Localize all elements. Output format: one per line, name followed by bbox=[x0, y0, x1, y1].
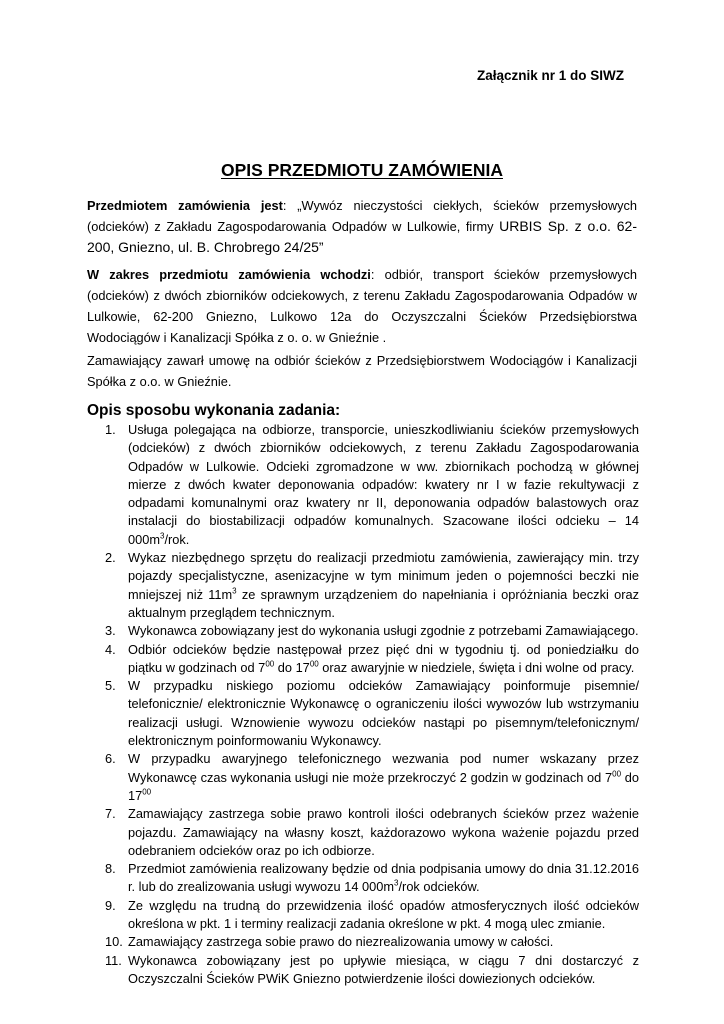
contract-note: Zamawiający zawarł umowę na odbiór ścieków z Przedsiębiorstwem Wodociągów i Kanalizacji Spółka z o.o. w Gnieźnie. bbox=[87, 353, 637, 389]
list-item bbox=[87, 952, 639, 989]
item-text: do 17 bbox=[128, 769, 639, 803]
item-text: W przypadku niskiego poziomu odcieków Zamawiający poinformuje pisemnie/ telefonicznie/ elektronicznie Wykonawcę o ograniczeniu ilości wywozów lub wstrzymaniu realizacji usługi. Wznowienie wywozu odcieków nastąpi po pisemnym/telefonicznym/ elektronicznym poinformowaniu Wykonawcy. bbox=[128, 678, 639, 749]
item-text: Wykaz niezbędnego sprzętu do realizacji przedmiotu zamówienia, zawierający min. trzy pojazdy specjalistyczne, asenizacyjne w tym minimum jeden o pojemności beczki nie mniejszej niż 11m bbox=[128, 550, 639, 602]
superscript: 3 bbox=[160, 531, 165, 541]
item-number: 10. bbox=[105, 934, 123, 950]
intro-label: Przedmiotem zamówienia jest bbox=[87, 198, 283, 213]
item-number: 6. bbox=[105, 751, 116, 767]
list-item bbox=[87, 421, 639, 549]
item-number: 3. bbox=[105, 623, 116, 639]
item-text: Zamawiający zastrzega sobie prawo kontroli ilości odebranych ścieków przez ważenie pojazdu. Zamawiający na własny koszt, każdorazowo wykona ważenie pojazdu przed odebraniem odcieków oraz po ich odbiorze. bbox=[128, 806, 639, 858]
list-item bbox=[87, 549, 639, 622]
superscript: 00 bbox=[612, 769, 622, 779]
scope-text: : odbiór, transport ścieków przemysłowych (odcieków) z dwóch zbiorników odciekowych, z terenu Zakładu Zagospodarowania Odpadów w Lulkowie, 62-200 Gniezno, Lulkowo 12a do Oczyszczalni Ścieków Przedsiębiorstwa Wodociągów i Kanalizacji Spółka z o. o. w Gnieźnie . bbox=[87, 267, 637, 345]
superscript: 00 bbox=[142, 787, 152, 797]
superscript: 00 bbox=[265, 659, 275, 669]
item-text: /rok. bbox=[164, 531, 190, 547]
intro-text: : „Wywóz nieczystości ciekłych, ścieków przemysłowych (odcieków) z Zakładu Zagospodarowania Odpadów w Lulkowie, firmy bbox=[87, 198, 637, 234]
annex-label: Załącznik nr 1 do SIWZ bbox=[476, 68, 624, 83]
item-number: 5. bbox=[105, 678, 116, 694]
list-item bbox=[87, 750, 639, 805]
item-number: 7. bbox=[105, 806, 116, 822]
item-text: do 17 bbox=[274, 659, 310, 675]
superscript: 00 bbox=[309, 659, 319, 669]
tasks-heading: Opis sposobu wykonania zadania: bbox=[87, 402, 341, 419]
item-text: Odbiór odcieków będzie następował przez pięć dni w tygodniu tj. od poniedziałku do piątku w godzinach od 7 bbox=[128, 641, 639, 675]
item-number: 2. bbox=[105, 550, 116, 566]
item-text: Ze względu na trudną do przewidzenia ilość opadów atmosferycznych ilość odcieków określona w pkt. 1 i terminy realizacji zadania określone w pkt. 4 mogą ulec zmianie. bbox=[128, 897, 639, 932]
item-text: ze sprawnym urządzeniem do napełniania i opróżniania beczki oraz aktualnym przeglądem technicznym. bbox=[128, 586, 639, 620]
item-number: 1. bbox=[105, 422, 116, 437]
intro-company: URBIS Sp. z o.o. 62-200, Gniezno, ul. B. Chrobrego 24/25” bbox=[87, 218, 637, 255]
item-number: 8. bbox=[105, 861, 116, 877]
item-number: 11. bbox=[105, 952, 122, 968]
superscript: 3 bbox=[394, 879, 399, 889]
item-text: /rok odcieków. bbox=[398, 879, 480, 895]
item-text: Usługa polegająca na odbiorze, transporcie, unieszkodliwianiu ścieków przemysłowych (odcieków) z dwóch zbiorników odciekowych, z terenu Zakładu Zagospodarowania Odpadów w Lulkowie. Odcieki zgromadzone w ww. zbiornikach pochodzą w głównej mierze z dwóch kwater deponowania odpadów: kwatery nr I w fazie rekultywacji z odpadami komunalnymi oraz kwatery nr II, deponowania odpadów balastowych oraz instalacji do biostabilizacji odpadów komunalnych. Szacowane ilości odcieku – 14 000m bbox=[128, 422, 639, 547]
superscript: 3 bbox=[232, 586, 237, 596]
item-text: oraz awaryjnie w niedziele, święta i dni wolne od pracy. bbox=[318, 659, 635, 675]
scope-label: W zakres przedmiotu zamówienia wchodzi bbox=[87, 267, 371, 282]
document-title: OPIS PRZEDMIOTU ZAMÓWIENIA bbox=[221, 160, 503, 180]
list-item bbox=[87, 860, 639, 897]
item-text: Wykonawca zobowiązany jest po upływie miesiąca, w ciągu 7 dni dostarczyć z Oczyszczalni Ścieków PWiK Gniezno potwierdzenie ilości dowiezionych odcieków. bbox=[128, 952, 639, 986]
item-text: Zamawiający zastrzega sobie prawo do niezrealizowania umowy w całości. bbox=[128, 934, 554, 950]
list-item bbox=[87, 933, 639, 951]
list-item bbox=[87, 677, 639, 750]
item-text: Wykonawca zobowiązany jest do wykonania usługi zgodnie z potrzebami Zamawiającego. bbox=[128, 623, 639, 639]
item-text: Przedmiot zamówienia realizowany będzie od dnia podpisania umowy do dnia 31.12.2016 r. lub do zrealizowania usługi wywozu 14 000m bbox=[128, 861, 639, 895]
item-number: 9. bbox=[105, 897, 116, 913]
list-item bbox=[87, 641, 639, 678]
list-item bbox=[87, 805, 639, 860]
list-item bbox=[87, 622, 639, 640]
scope-paragraph bbox=[87, 264, 637, 348]
item-number: 4. bbox=[105, 641, 116, 657]
list-item bbox=[87, 897, 639, 934]
intro-paragraph bbox=[87, 195, 637, 258]
item-text: W przypadku awaryjnego telefonicznego wezwania pod numer wskazany przez Wykonawcę czas wykonania usługi nie może przekroczyć 2 godzin w godzinach od 7 bbox=[128, 751, 639, 785]
tasks-list bbox=[87, 421, 639, 988]
